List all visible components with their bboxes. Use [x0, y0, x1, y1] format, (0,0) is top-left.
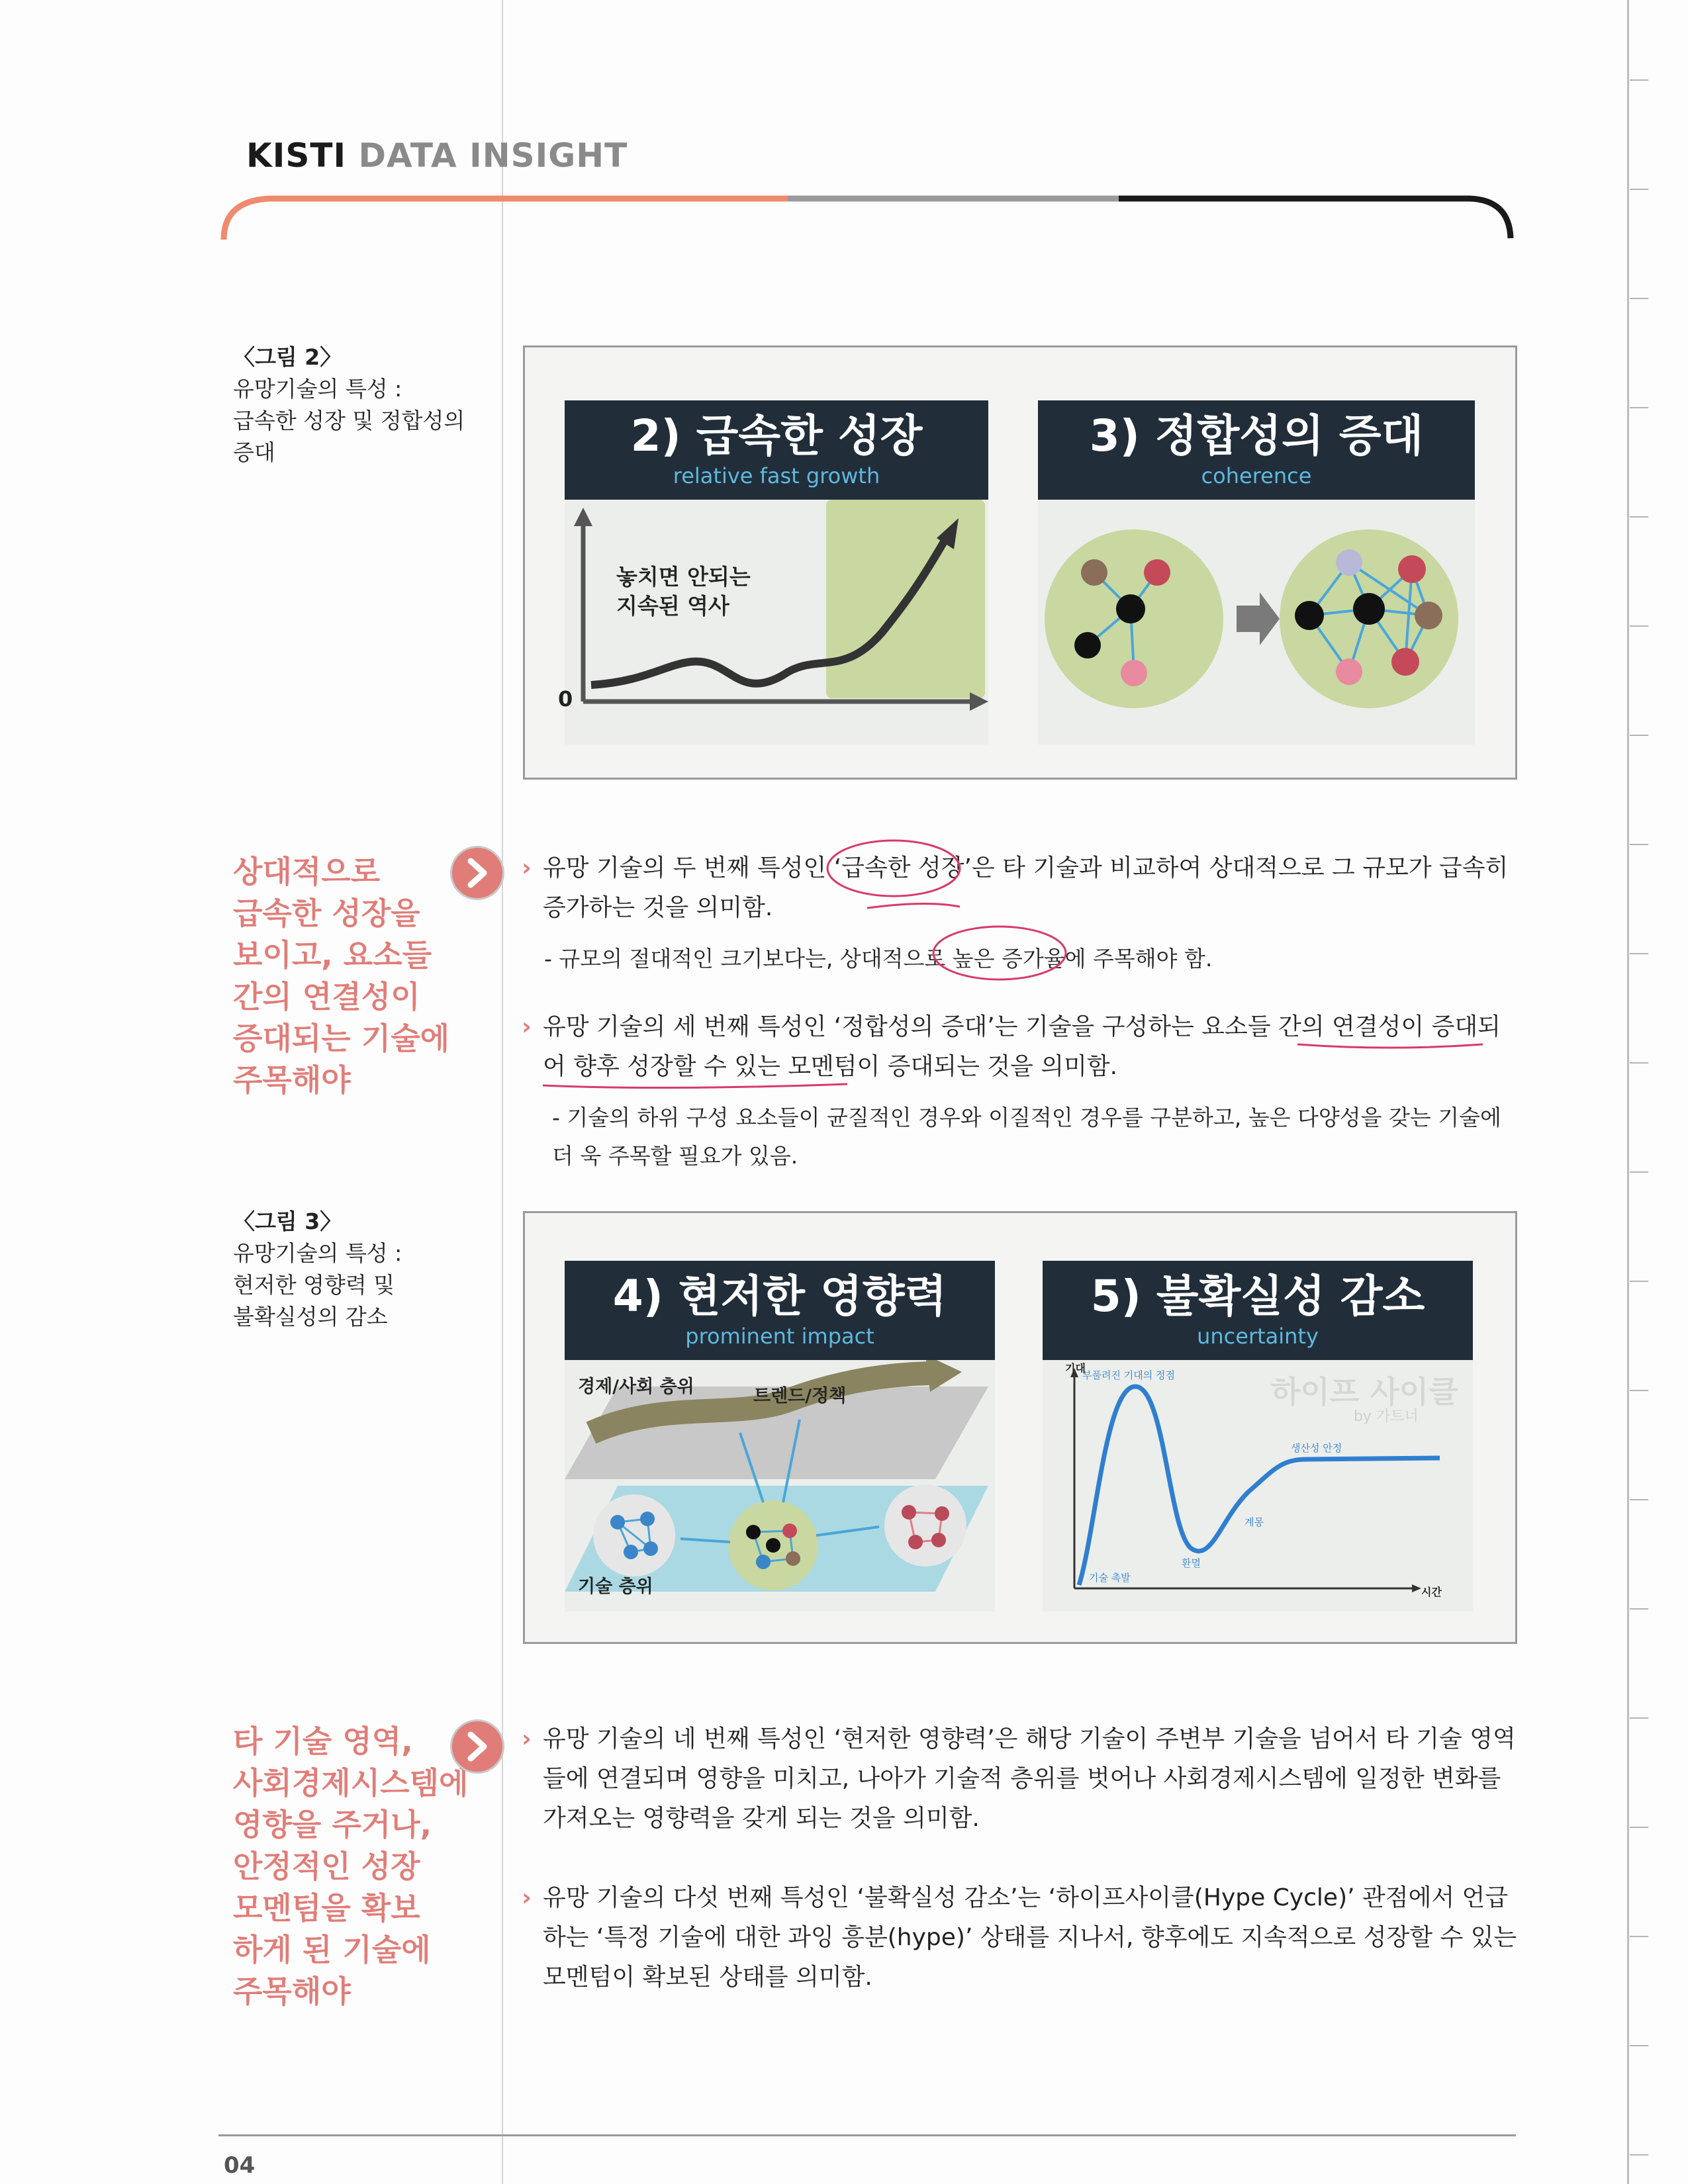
label-plateau: 생산성 안정 — [1291, 1442, 1342, 1454]
page-number: 04 — [224, 2152, 256, 2179]
label-slope: 계몽 — [1244, 1516, 1264, 1528]
brand-bold: KISTI — [246, 136, 347, 175]
pull-quote-2 — [233, 1721, 469, 2013]
panel-subtitle: coherence — [1201, 463, 1312, 488]
section1-subpoint-1: - 규모의 절대적인 크기보다는, 상대적으로 높은 증가율에 주목해야 함. — [544, 946, 1213, 972]
label-upper-layer: 경제/사회 층위 — [578, 1377, 694, 1397]
x-axis-label: 시간 — [1421, 1586, 1442, 1598]
pull-quote-line: 간의 연결성이 — [233, 979, 420, 1015]
pull-quote-line: 영향을 주거나, — [233, 1807, 432, 1843]
brand-light: DATA INSIGHT — [358, 136, 628, 175]
figure3-caption-line: 현저한 영향력 및 — [233, 1272, 395, 1298]
section2-paragraph-1 — [523, 1719, 1523, 1839]
figure2-caption-line: 증대 — [233, 439, 275, 465]
pull-quote-line: 타 기술 영역, — [233, 1723, 413, 1759]
label-peak: 부풀려진 기대의 정점 — [1082, 1369, 1175, 1381]
paragraph-text: 유망 기술의 세 번째 특성인 ‘정합성의 증대’는 기술을 구성하는 요소들 간의 연결성이 증대되어 향후 성장할 수 있는 모멘텀이 증대되는 것을 의미함. — [543, 1013, 1501, 1080]
figure3-panel-uncertainty — [1043, 1261, 1473, 1612]
hype-cycle-watermark: 하이프 사이클 — [1271, 1374, 1458, 1410]
figure3-caption-line: 유망기술의 특성 : — [233, 1240, 402, 1266]
panel-title: 2) 급속한 성장 — [630, 410, 923, 461]
figure3-caption-line: 불확실성의 감소 — [233, 1304, 388, 1330]
figure3-panel-impact — [565, 1261, 995, 1612]
pull-quote-line: 증대되는 기술에 — [233, 1021, 450, 1056]
panel-subtitle: relative fast growth — [673, 463, 880, 488]
figure3-caption — [233, 1206, 402, 1333]
axis-origin: 0 — [558, 686, 573, 711]
chevron-marker-icon: › — [522, 854, 532, 882]
annotation-line: 놓치면 안되는 — [616, 564, 751, 590]
panel-subtitle: prominent impact — [685, 1324, 874, 1349]
pull-quote-line: 안정적인 성장 — [233, 1848, 420, 1884]
pull-quote-line: 보이고, 요소들 — [233, 937, 432, 973]
panel-title-bar — [1043, 1261, 1473, 1360]
figure2-caption-title: 〈그림 2〉 — [233, 344, 342, 370]
figure2-caption-line: 유망기술의 특성 : — [233, 376, 402, 402]
figure2-caption-line: 급속한 성장 및 정합성의 — [233, 408, 465, 433]
pull-quote-line: 주목해야 — [233, 1062, 351, 1098]
section1-subpoint-2: - 기술의 하위 구성 요소들이 균질적인 경우와 이질적인 경우를 구분하고, 높은 다양성을 갖는 기술에 더 욱 주목할 필요가 있음. — [552, 1105, 1501, 1169]
paragraph-text: 유망 기술의 네 번째 특성인 ‘현저한 영향력’은 해당 기술이 주변부 기술을 넘어서 타 기술 영역들에 연결되며 영향을 미치고, 나아가 기술적 층위를 벗어나 사회경제시스템에 일정한 변화를 가져오는 영향력을 갖게 되는 것을 의미함. — [543, 1725, 1516, 1832]
panel-title-bar — [565, 1261, 995, 1360]
figure3-caption-title: 〈그림 3〉 — [233, 1208, 342, 1234]
label-trend-policy: 트렌드/정책 — [753, 1386, 847, 1406]
panel-title: 5) 불확실성 감소 — [1090, 1271, 1425, 1322]
panel-subtitle: uncertainty — [1197, 1324, 1319, 1349]
panel-title: 3) 정합성의 증대 — [1089, 410, 1424, 461]
paragraph-text: 유망 기술의 다섯 번째 특성인 ‘불확실성 감소’는 ‘하이프사이클(Hype Cycle)’ 관점에서 언급하는 ‘특정 기술에 대한 과잉 흥분(hype)’ 상태를 지나서, 향후에도 지속적으로 성장할 수 있는 모멘텀이 확보된 상태를 의미함. — [543, 1884, 1517, 1991]
pull-quote-line: 하게 된 기술에 — [233, 1932, 431, 1968]
pull-quote-line: 주목해야 — [233, 1974, 351, 2009]
label-lower-layer: 기술 층위 — [578, 1576, 653, 1597]
footer-rule — [218, 2134, 1516, 2136]
chevron-right-icon — [450, 1719, 504, 1774]
chevron-marker-icon: › — [522, 1013, 532, 1040]
figure3-frame — [523, 1211, 1517, 1644]
pull-quote-line: 모멘텀을 확보 — [233, 1890, 420, 1926]
pull-quote-line: 사회경제시스템에 — [233, 1765, 469, 1801]
panel-title: 4) 현저한 영향력 — [612, 1271, 947, 1322]
chevron-marker-icon: › — [522, 1725, 532, 1752]
pull-quote-line: 급속한 성장을 — [233, 895, 420, 931]
pull-quote-line: 상대적으로 — [233, 854, 381, 889]
label-trigger: 기술 촉발 — [1089, 1572, 1131, 1584]
chevron-marker-icon: › — [522, 1884, 532, 1911]
label-trough: 환멸 — [1182, 1557, 1201, 1569]
annotation-line: 지속된 역사 — [616, 593, 729, 619]
watermark-sub: by 가트너 — [1354, 1408, 1419, 1425]
section2-paragraph-2 — [523, 1878, 1523, 1997]
paragraph-text: 유망 기술의 두 번째 특성인 ‘급속한 성장’은 타 기술과 비교하여 상대적으로 그 규모가 급속히 증가하는 것을 의미함. — [543, 854, 1509, 921]
y-axis-label: 기대 — [1065, 1362, 1086, 1375]
